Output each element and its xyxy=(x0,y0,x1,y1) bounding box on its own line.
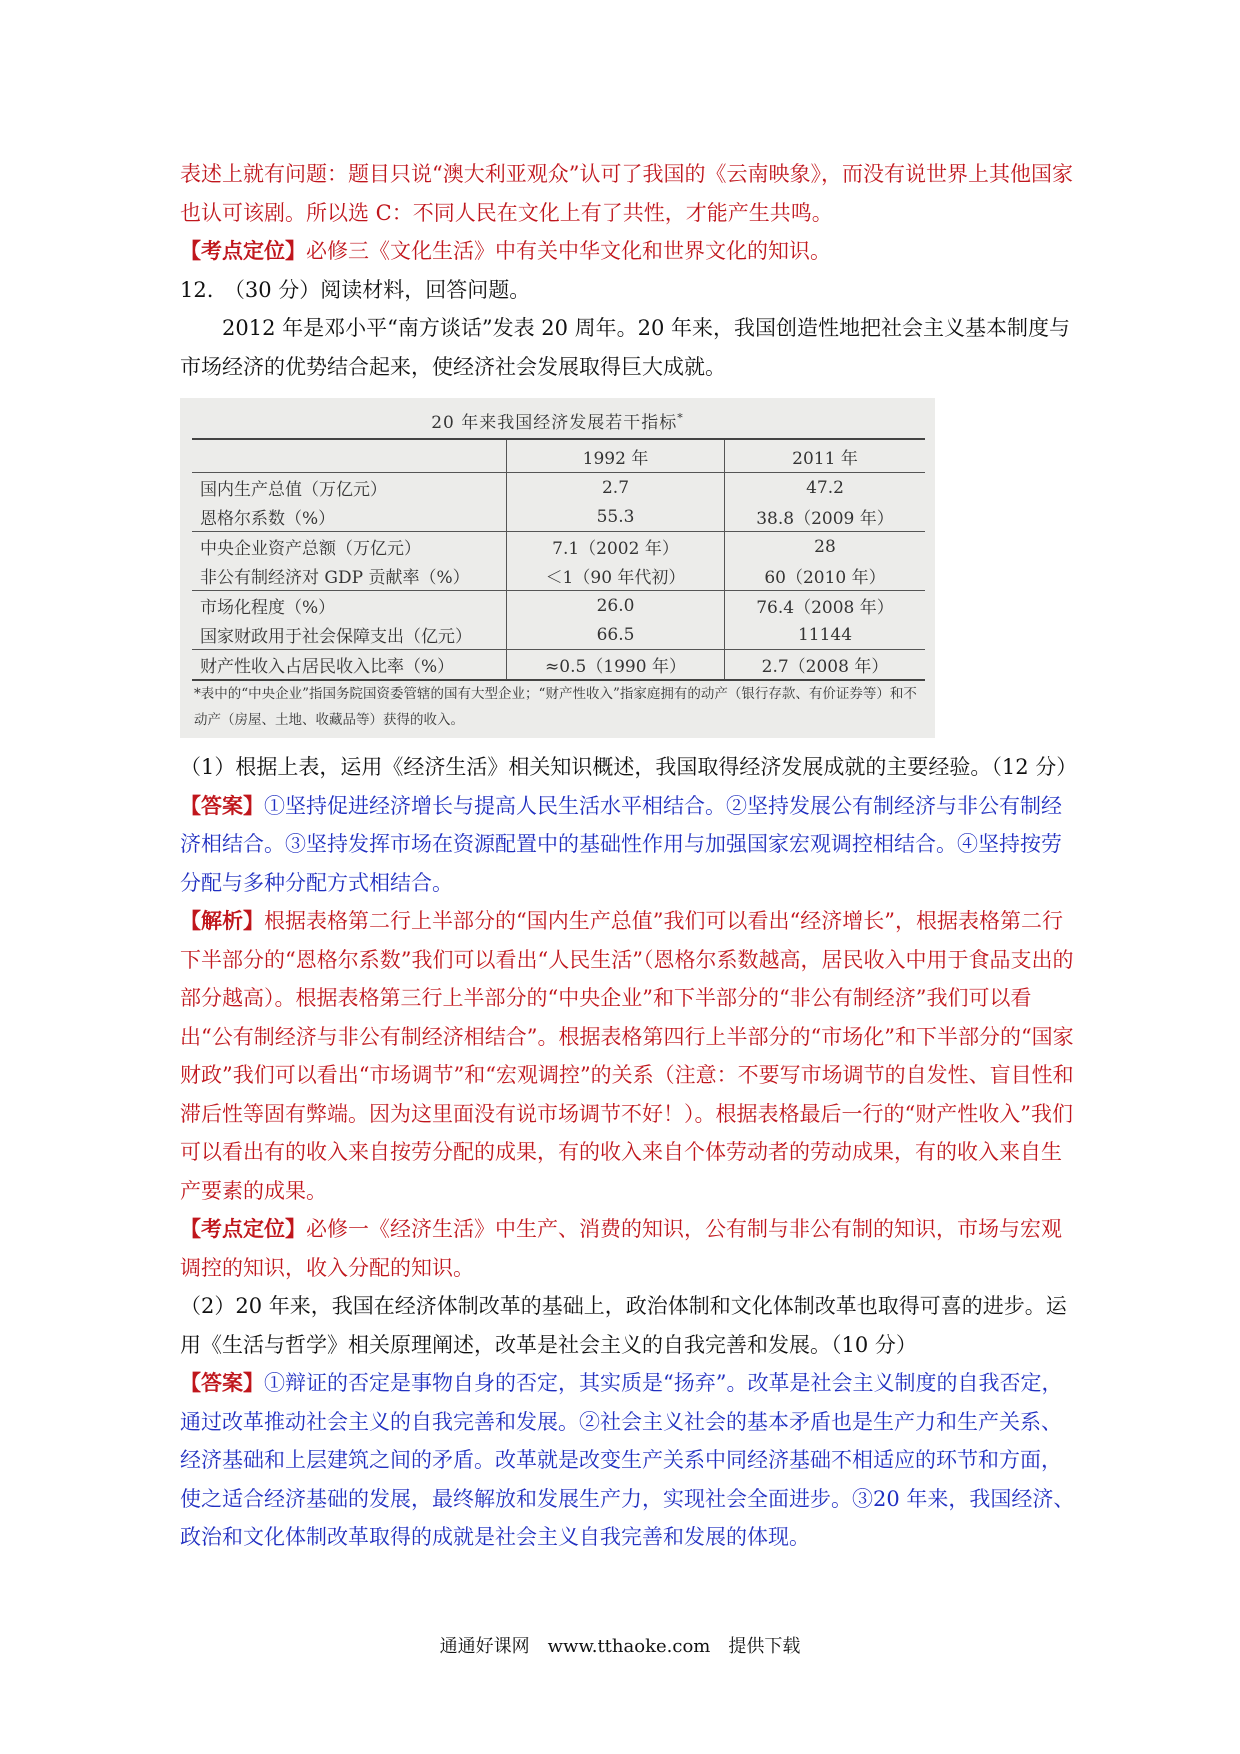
table-header-cell: 1992 年 xyxy=(507,439,725,473)
table-cell: 38.8（2009 年） xyxy=(756,509,894,529)
table-cell: 60（2010 年） xyxy=(764,568,886,588)
economic-indicators-table-figure xyxy=(180,398,935,738)
exam-point-tag: 【考点定位】 xyxy=(180,238,306,263)
table-cell: 7.1（2002 年） xyxy=(507,532,725,562)
answer-2 xyxy=(180,1364,1075,1557)
table-row xyxy=(192,502,925,532)
answer-tag: 【答案】 xyxy=(180,1370,264,1395)
analysis-1 xyxy=(180,902,1075,1210)
answer-tag: 【答案】 xyxy=(180,792,264,818)
table-header-row xyxy=(192,439,925,473)
table-cell: 中央企业资产总额（万亿元） xyxy=(192,532,507,562)
table-cell: 47.2 xyxy=(725,473,926,503)
answer-text: ①坚持促进经济增长与提高人民生活水平相结合。②坚持发展公有制经济与非公有制经济相结合。③坚持发挥市场在资源配置中的基础性作用与加强国家宏观调控相结合。④坚持按劳分配与多种分配方式相结合。 xyxy=(180,793,1062,895)
table-footnote: *表中的“中央企业”指国务院国资委管辖的国有大型企业；“财产性收入”指家庭拥有的动产（银行存款、有价证券等）和不动产（房屋、土地、收藏品等）获得的收入。 xyxy=(194,686,917,728)
table-row xyxy=(192,532,925,562)
question-12-material: 2012 年是邓小平“南方谈话”发表 20 周年。20 年来，我国创造性地把社会主义基本制度与市场经济的优势结合起来，使经济社会发展取得巨大成就。 xyxy=(180,316,1071,379)
exam-point-tag: 【考点定位】 xyxy=(180,1216,306,1241)
table-cell: 财产性收入占居民收入比率（%） xyxy=(192,650,507,681)
sub-question-2: （2）20 年来，我国在经济体制改革的基础上，政治体制和文化体制改革也取得可喜的进步。运用《生活与哲学》相关原理阐述，改革是社会主义的自我完善和发展。（10 分） xyxy=(180,1294,1067,1357)
table-cell: ＜1（90 年代初） xyxy=(507,561,725,591)
exam-point-1 xyxy=(180,232,1075,271)
table-cell: 66.5 xyxy=(507,620,725,650)
exam-point-text: 必修一《经济生活》中生产、消费的知识，公有制与非公有制的知识，市场与宏观调控的知识，收入分配的知识。 xyxy=(180,1217,1062,1280)
table-cell: 国家财政用于社会保障支出（亿元） xyxy=(192,620,507,650)
exam-point-2 xyxy=(180,1210,1075,1287)
analysis-text: 根据表格第二行上半部分的“国内生产总值”我们可以看出“经济增长”，根据表格第二行下半部分的“恩格尔系数”我们可以看出“人民生活”（恩格尔系数越高，居民收入中用于食品支出的部分越高）。根据表格第三行上半部分的“中央企业”和下半部分的“非公有制经济”我们可以看出“公有制经济与非公有制经济相结合”。根据表格第四行上半部分的“市场化”和下半部分的“国家财政”我们可以看出“市场调节”和“宏观调控”的关系（注意：不要写市场调节的自发性、盲目性和滞后性等固有弊端。因为这里面没有说市场调节不好！）。根据表格最后一行的“财产性收入”我们可以看出有的收入来自按劳分配的成果，有的收入来自个体劳动者的劳动成果，有的收入来自生产要素的成果。 xyxy=(180,909,1074,1203)
table-row xyxy=(192,561,925,591)
table-cell: 2.7 xyxy=(507,473,725,503)
table-cell: 55.3 xyxy=(507,502,725,532)
table-cell: 26.0 xyxy=(507,591,725,621)
table-row xyxy=(192,620,925,650)
answer-1 xyxy=(180,787,1075,903)
table-caption: 20 年来我国经济发展若干指标* xyxy=(431,411,684,433)
table-header-cell: 2011 年 xyxy=(725,439,926,473)
table-cell: 76.4（2008 年） xyxy=(725,591,926,621)
table-cell: 市场化程度（%） xyxy=(192,591,507,621)
table-cell: 11144 xyxy=(797,624,853,645)
table-row xyxy=(192,473,925,503)
table-row xyxy=(192,591,925,621)
page-content xyxy=(180,155,1078,1557)
table-cell: 2.7（2008 年） xyxy=(725,650,926,681)
analysis-tag: 【解析】 xyxy=(180,908,264,933)
economic-indicators-table xyxy=(192,438,925,681)
table-cell: 国内生产总值（万亿元） xyxy=(192,473,507,503)
sub-question-1: （1）根据上表，运用《经济生活》相关知识概述，我国取得经济发展成就的主要经验。（12 分） xyxy=(180,755,1078,779)
table-cell: 28 xyxy=(725,532,926,562)
answer-text: ①辩证的否定是事物自身的否定，其实质是“扬弃”。改革是社会主义制度的自我否定，通过改革推动社会主义的自我完善和发展。②社会主义社会的基本矛盾也是生产力和生产关系、经济基础和上层建筑之间的矛盾。改革就是改变生产关系中同经济基础不相适应的环节和方面，使之适合经济基础的发展，最终解放和发展生产力，实现社会全面进步。③20 年来，我国经济、政治和文化体制改革取得的成就是社会主义自我完善和发展的体现。 xyxy=(180,1371,1075,1549)
table-cell: ≈0.5（1990 年） xyxy=(507,650,725,681)
page-footer: 通通好课网 www.tthaoke.com 提供下载 xyxy=(439,1636,801,1657)
table-cell: 恩格尔系数（%） xyxy=(192,502,507,532)
analysis-continuation: 表述上就有问题：题目只说“澳大利亚观众”认可了我国的《云南映象》，而没有说世界上其他国家也认可该剧。所以选 C：不同人民在文化上有了共性，才能产生共鸣。 xyxy=(180,162,1073,225)
table-header-cell xyxy=(192,439,507,473)
table-cell: 非公有制经济对 GDP 贡献率（%） xyxy=(192,561,507,591)
exam-point-text: 必修三《文化生活》中有关中华文化和世界文化的知识。 xyxy=(306,239,831,263)
question-12-title: 12. （30 分）阅读材料，回答问题。 xyxy=(180,277,531,302)
table-row xyxy=(192,650,925,681)
